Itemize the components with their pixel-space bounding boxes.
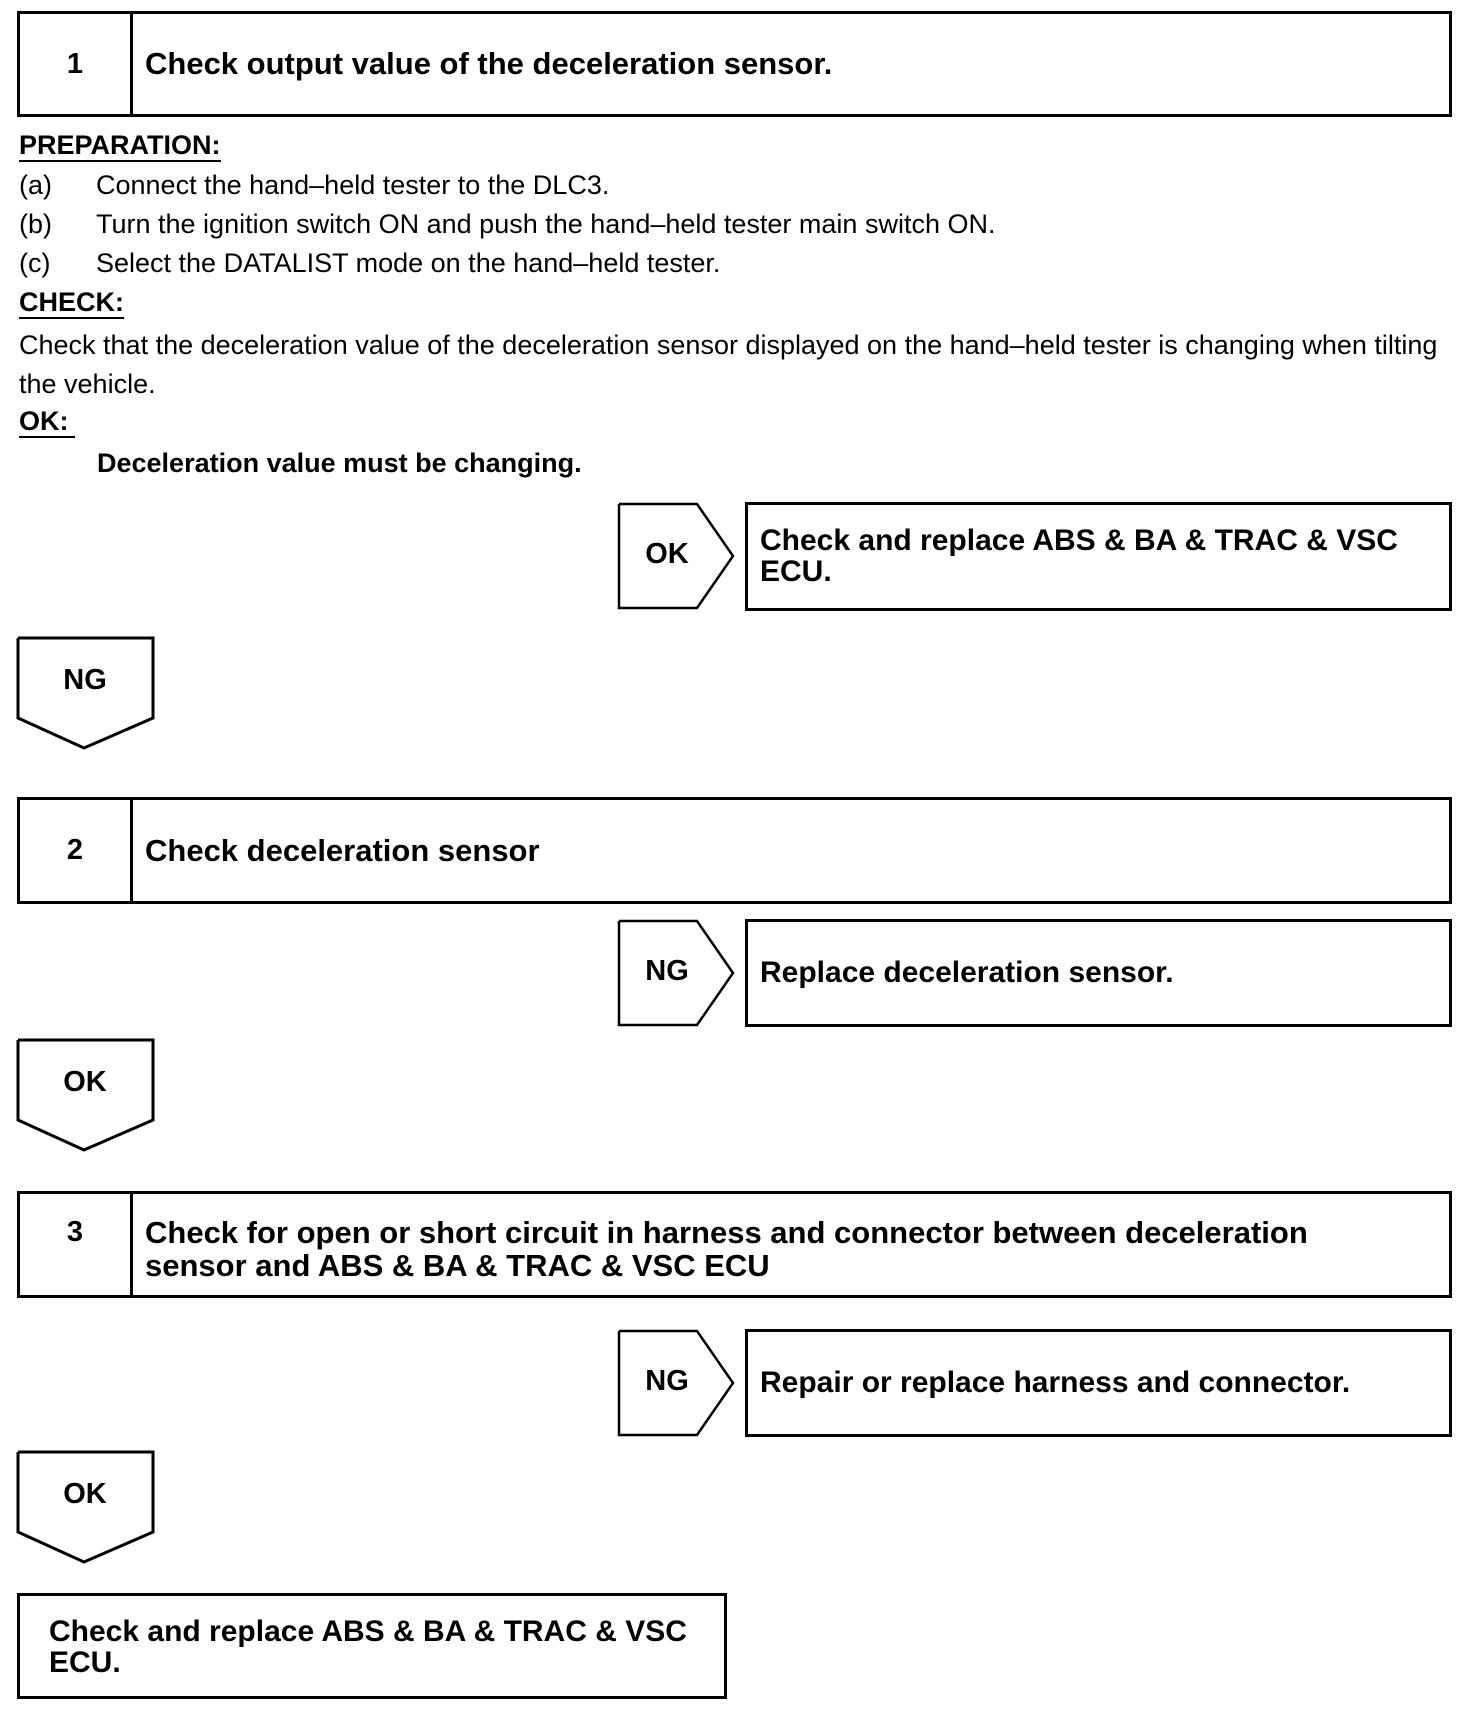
- branch-label: NG: [645, 1365, 689, 1397]
- item-text: Connect the hand–held tester to the DLC3.: [96, 170, 610, 200]
- step-title: Check deceleration sensor: [145, 833, 540, 868]
- check-text: Check that the deceleration value of the deceleration sensor displayed on the hand–held tester is changing when tilting the vehicle.: [19, 330, 1438, 399]
- ng-branch-arrow: [617, 919, 737, 1027]
- step-title: Check for open or short circuit in harness and connector between deceleration sensor and ABS & BA & TRAC & VSC ECU: [145, 1215, 1308, 1283]
- ng-branch-arrow: [617, 1329, 737, 1437]
- item-text: Turn the ignition switch ON and push the hand–held tester main switch ON.: [96, 209, 996, 239]
- item-key: (a): [19, 170, 52, 200]
- ok-label: OK:: [19, 406, 75, 438]
- preparation-item-c: [19, 248, 720, 278]
- preparation-item-a: [19, 170, 609, 200]
- step-2-header: [17, 797, 1452, 904]
- branch-label: NG: [645, 955, 689, 987]
- branch-label: OK: [645, 538, 689, 570]
- result-box-replace-sensor: Replace deceleration sensor.: [745, 919, 1452, 1027]
- step-1-header: [17, 11, 1452, 117]
- next-label: NG: [63, 664, 107, 696]
- ok-down-arrow: [16, 1038, 156, 1153]
- result-box-repair-harness: Repair or replace harness and connector.: [745, 1329, 1452, 1437]
- ok-criteria: Deceleration value must be changing.: [97, 448, 582, 478]
- item-text: Select the DATALIST mode on the hand–held tester.: [96, 248, 721, 278]
- check-label: CHECK:: [19, 287, 124, 317]
- ok-down-arrow: [16, 1450, 156, 1565]
- item-key: (b): [19, 209, 52, 239]
- preparation-label: PREPARATION:: [19, 130, 221, 160]
- result-box-replace-ecu: Check and replace ABS & BA & TRAC & VSC ECU.: [745, 502, 1452, 611]
- next-label: OK: [63, 1066, 107, 1098]
- step-number: 1: [20, 14, 133, 114]
- item-key: (c): [19, 248, 51, 278]
- next-label: OK: [63, 1478, 107, 1510]
- preparation-item-b: [19, 209, 995, 239]
- ng-down-arrow: [16, 636, 156, 751]
- ok-branch-arrow: [617, 502, 737, 610]
- step-number: 3: [20, 1194, 133, 1295]
- step-title: Check output value of the deceleration sensor.: [145, 46, 833, 81]
- step-3-header: [17, 1191, 1452, 1298]
- step-number: 2: [20, 800, 133, 901]
- final-action-box: Check and replace ABS & BA & TRAC & VSC ECU.: [17, 1593, 727, 1699]
